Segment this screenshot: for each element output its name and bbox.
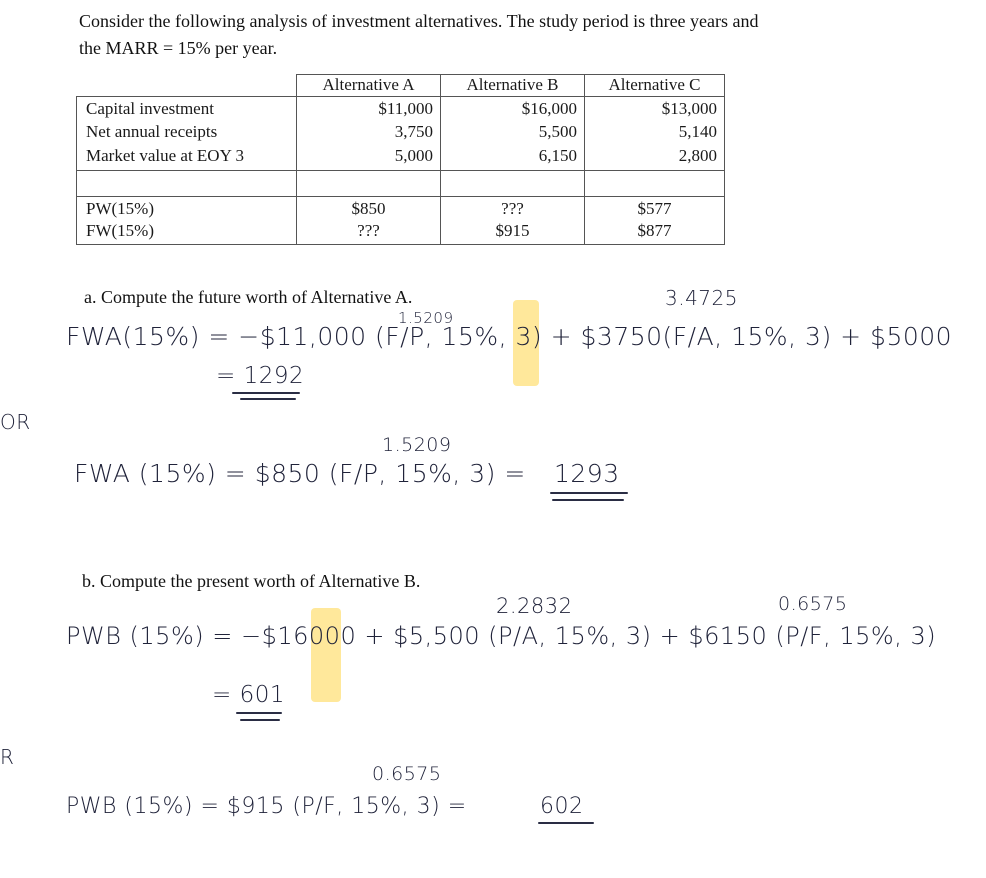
header-alternative-b: Alternative B (466, 75, 559, 94)
row-label-market-value: Market value at EOY 3 (86, 146, 244, 165)
receipts-b: 5,500 (538, 122, 577, 141)
row-label-receipts: Net annual receipts (86, 122, 218, 141)
capital-a: $11,000 (378, 99, 433, 118)
market-value-b: 6,150 (538, 146, 577, 165)
receipts-a: 3,750 (394, 122, 433, 141)
fw-b: $915 (495, 221, 530, 240)
intro-line-1: Consider the following analysis of investment alternatives. The study period is three years and (79, 11, 759, 31)
intro-line-2: the MARR = 15% per year. (79, 38, 278, 58)
factor-fp-annotation: 1.5209 (398, 309, 454, 327)
alt-result-fw-a: 1293 (554, 459, 620, 488)
alt-equation-pw-b: PWB (15%) = $915 (P/F, 15%, 3) = (66, 794, 467, 819)
row-label-pw: PW(15%) (86, 199, 154, 218)
pw-a: $850 (351, 199, 386, 218)
alt-result-underline-b (538, 822, 594, 824)
market-value-a: 5,000 (394, 146, 433, 165)
result-fw-a: = 1292 (216, 363, 305, 389)
or-label-b: R (0, 745, 15, 769)
result-pw-b: = 601 (212, 682, 285, 708)
problem-intro (79, 8, 759, 62)
capital-c: $13,000 (661, 99, 717, 118)
capital-b: $16,000 (521, 99, 577, 118)
row-label-capital: Capital investment (86, 99, 214, 118)
factor-fa-annotation: 3.4725 (665, 286, 738, 310)
result-underline-b-2 (240, 719, 280, 721)
alt-result-underline-a (550, 492, 628, 494)
or-label: OR (0, 410, 31, 434)
alt-result-pw-b: 602 (540, 794, 584, 819)
row-label-fw: FW(15%) (86, 221, 154, 240)
alternatives-table (76, 74, 725, 245)
fw-c: $877 (637, 221, 672, 240)
market-value-c: 2,800 (678, 146, 717, 165)
factor-pa-annotation: 2.2832 (496, 594, 573, 618)
alt-equation-fw-a: FWA (15%) = $850 (F/P, 15%, 3) = (74, 459, 526, 488)
fw-a: ??? (357, 221, 380, 240)
alt-factor-annotation-b: 0.6575 (372, 763, 442, 785)
alt-result-underline-a-2 (552, 499, 624, 501)
equation-fw-a: FWA(15%) = −$11,000 (F/P, 15%, 3) + $3750(F/A, 15%, 3) + $5000 (66, 322, 953, 351)
result-underline-b (236, 712, 282, 714)
question-a: a. Compute the future worth of Alternative A. (84, 287, 413, 307)
result-underline-a (232, 392, 300, 394)
equation-pw-b: PWB (15%) = −$16000 + $5,500 (P/A, 15%, 3) + $6150 (P/F, 15%, 3) (66, 622, 937, 650)
question-b: b. Compute the present worth of Alternative B. (82, 571, 421, 591)
header-alternative-a: Alternative A (322, 75, 415, 94)
pw-b: ??? (501, 199, 524, 218)
result-underline-a-2 (240, 398, 296, 400)
receipts-c: 5,140 (678, 122, 717, 141)
pw-c: $577 (637, 199, 672, 218)
header-alternative-c: Alternative C (608, 75, 701, 94)
alt-factor-annotation-a: 1.5209 (382, 434, 452, 456)
factor-pf-annotation: 0.6575 (778, 593, 848, 615)
